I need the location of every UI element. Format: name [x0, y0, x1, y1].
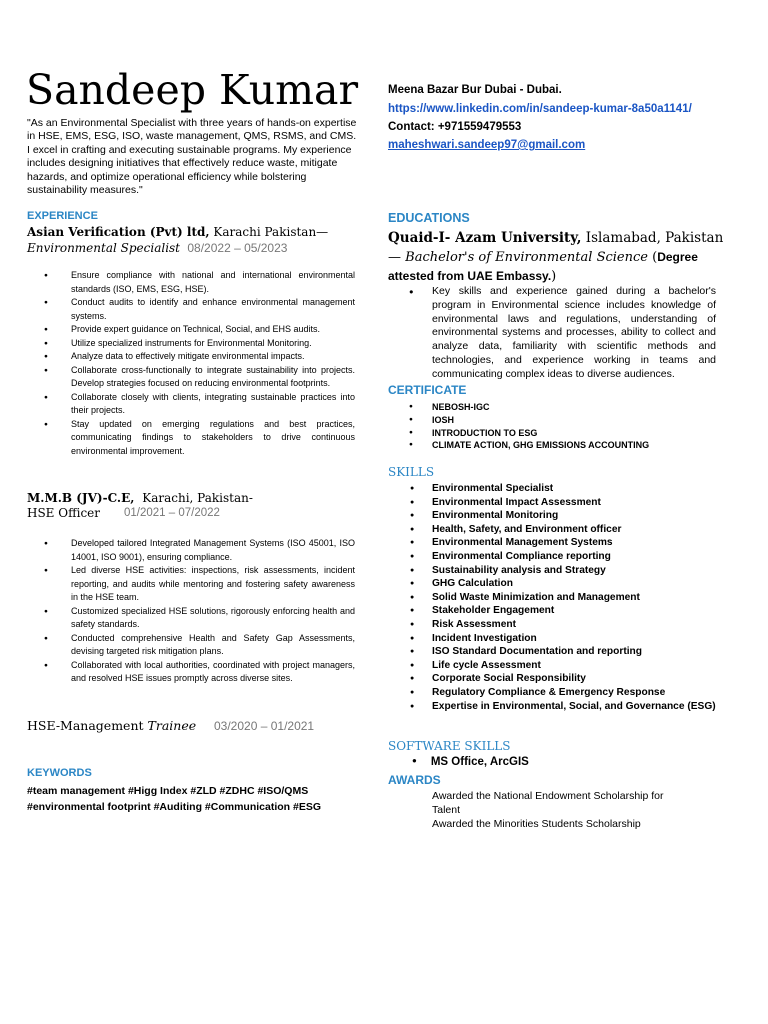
email-link[interactable]: maheshwari.sandeep97@gmail.com	[388, 139, 586, 151]
list-item: ● Incident Investigation	[432, 632, 716, 646]
list-item: ● Customized specialized HSE solutions, rigorously enforcing health and safety standards.	[71, 605, 355, 632]
job-1-dates: 08/2022 – 05/2023	[187, 241, 288, 255]
job-1-company: Asian Verification (Pvt) ltd,	[27, 225, 210, 239]
job-2-company: M.M.B (JV)-C.E,	[27, 491, 135, 505]
list-item: ● Conducted comprehensive Health and Safety Gap Assessments, devising targeted risk mitigation plans.	[71, 632, 355, 659]
list-item: ● Conduct audits to identify and enhance environmental management systems.	[71, 296, 355, 323]
list-item: ● Environmental Compliance reporting	[432, 550, 716, 564]
candidate-name: Sandeep Kumar	[26, 66, 359, 114]
list-item: ● Health, Safety, and Environment officer	[432, 523, 716, 537]
list-item: ● NEBOSH-IGC	[432, 401, 649, 414]
awards-heading: AWARDS	[388, 773, 441, 787]
education-bullets	[432, 285, 716, 382]
list-item: ● Expertise in Environmental, Social, and Governance (ESG)	[432, 700, 716, 714]
list-item: ● Environmental Monitoring	[432, 509, 716, 523]
list-item: ● Utilize specialized instruments for Environmental Monitoring.	[71, 337, 355, 351]
profile-summary: "As an Environmental Specialist with three years of hands-on expertise in HSE, EMS, ESG, ISO, waste management, QMS, RSMS, and CMS. I excel in crafting and executing sustainable programs. My experience includes designing initiatives that effectively reduce waste, mitigate hazards, and optimize operational efficiency while bolstering sustainability measures."	[27, 117, 357, 197]
job-1-role-line	[27, 241, 287, 255]
job-3-dates: 03/2020 – 01/2021	[214, 719, 315, 733]
linkedin-link[interactable]: https://www.linkedin.com/in/sandeep-kumar-8a50a1141/	[388, 103, 692, 115]
list-item: ● Stakeholder Engagement	[432, 604, 716, 618]
job-2-dates: 01/2021 – 07/2022	[124, 507, 220, 519]
list-item: ● Stay updated on emerging regulations and best practices, communicating findings to stakeholders to drive continuous environmental improvement.	[71, 418, 355, 459]
list-item: ● Life cycle Assessment	[432, 659, 716, 673]
list-item: ● GHG Calculation	[432, 577, 716, 591]
awards-list	[432, 790, 692, 831]
education-degree: — Bachelor's of Environmental Science (Degree attested from UAE Embassy.)	[388, 250, 698, 284]
certificate-list	[432, 401, 649, 452]
education-school-line	[388, 230, 723, 246]
address: Meena Bazar Bur Dubai - Dubai.	[388, 84, 562, 96]
list-item: ● Developed tailored Integrated Management Systems (ISO 45001, ISO 14001, ISO 9001), ensuring compliance.	[71, 537, 355, 564]
keywords-line-2: #environmental footprint #Auditing #Communication #ESG	[27, 801, 322, 813]
list-item: ● Environmental Specialist	[432, 482, 716, 496]
job-1-heading	[27, 225, 328, 239]
list-item: ● Solid Waste Minimization and Management	[432, 591, 716, 605]
list-item: ● Collaborate closely with clients, integrating sustainable practices into their projects.	[71, 391, 355, 418]
skills-list	[432, 482, 716, 713]
list-item: ● Analyze data to effectively mitigate environmental impacts.	[71, 350, 355, 364]
list-item: ● Provide expert guidance on Technical, Social, and EHS audits.	[71, 323, 355, 337]
list-item: ● Corporate Social Responsibility	[432, 672, 716, 686]
list-item: ● Collaborate cross-functionally to integrate sustainability into projects. Develop strategies focused on reducing environmental footprints.	[71, 364, 355, 391]
list-item: ● CLIMATE ACTION, GHG EMISSIONS ACCOUNTING	[432, 439, 649, 452]
job-2-role: HSE Officer	[27, 506, 101, 520]
certificate-heading: CERTIFICATE	[388, 383, 467, 397]
list-item: Awarded the National Endowment Scholarship for Talent	[432, 790, 664, 816]
bullet-icon: ●	[412, 756, 417, 765]
list-item: ● Ensure compliance with national and international environmental standards (ISO, EMS, ESG, HSE).	[71, 269, 355, 296]
job-1-location: Karachi Pakistan—	[209, 225, 329, 239]
job-2-bullets	[71, 537, 355, 686]
job-2-heading	[27, 491, 253, 505]
keywords-line-1: #team management #Higg Index #ZLD #ZDHC #ISO/QMS	[27, 785, 309, 797]
list-item: ● Environmental Management Systems	[432, 536, 716, 550]
list-item: ● Led diverse HSE activities: inspections, risk assessments, incident reporting, and audits while mentoring and fostering safety awareness in the HSE team.	[71, 564, 355, 605]
software-skills-item: ● MS Office, ArcGIS	[412, 756, 529, 768]
skills-heading: SKILLS	[388, 465, 435, 479]
software-skills-heading: SOFTWARE SKILLS	[388, 739, 511, 753]
list-item: ● Key skills and experience gained during a bachelor's program in Environmental science includes knowledge of environmental laws and regulations, understanding of environmental systems and processes, ability to collect and analyze data, familiarity with scientific methods and technologies, and experience working in teams and communicating complex ideas to diverse audiences.	[432, 285, 716, 382]
list-item: ● Collaborated with local authorities, coordinated with project managers, and resolved HSE issues promptly across diverse sites.	[71, 659, 355, 686]
list-item: ● Environmental Impact Assessment	[432, 496, 716, 510]
list-item: ● Regulatory Compliance & Emergency Response	[432, 686, 716, 700]
experience-heading: EXPERIENCE	[27, 210, 98, 222]
job-3-role: HSE-Management Trainee	[27, 718, 197, 733]
education-heading: EDUCATIONS	[388, 211, 470, 225]
list-item: ● ISO Standard Documentation and reporting	[432, 645, 716, 659]
education-location: Islamabad, Pakistan	[581, 230, 724, 246]
phone: Contact: +971559479553	[388, 121, 522, 133]
list-item: ● Sustainability analysis and Strategy	[432, 564, 716, 578]
job-2-location: Karachi, Pakistan-	[142, 491, 253, 505]
job-1-role: Environmental Specialist	[27, 241, 181, 255]
list-item: ● INTRODUCTION TO ESG	[432, 427, 649, 440]
list-item: ● Risk Assessment	[432, 618, 716, 632]
education-school: Quaid-I- Azam University,	[388, 230, 582, 246]
list-item: ● IOSH	[432, 414, 649, 427]
keywords-heading: KEYWORDS	[27, 767, 92, 779]
list-item: Awarded the Minorities Students Scholarship	[432, 817, 641, 830]
job-1-bullets	[71, 269, 355, 458]
